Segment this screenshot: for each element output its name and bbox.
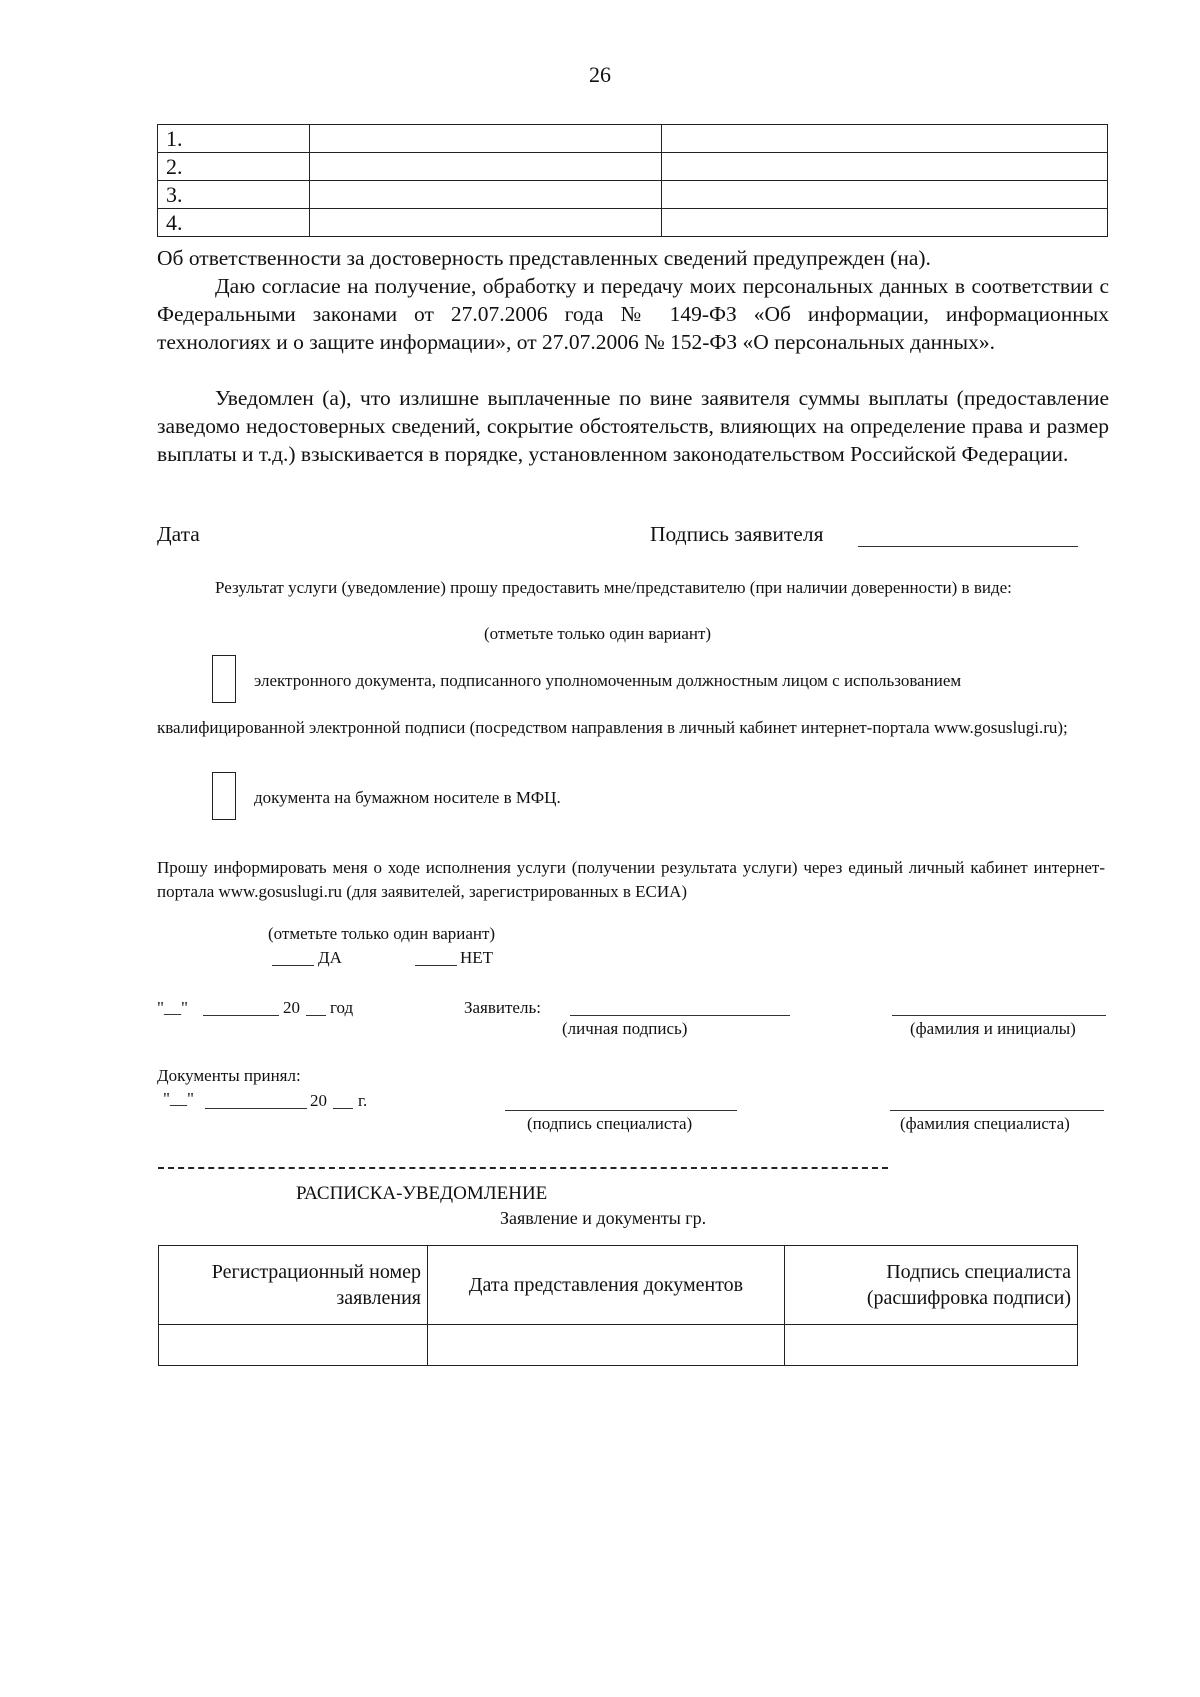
- choose-one-hint: (отметьте только один вариант): [484, 624, 712, 643]
- option-electronic-label: электронного документа, подписанного уполномоченным должностным лицом с использованием: [254, 671, 962, 690]
- yes-option: ДА: [318, 948, 342, 967]
- receipt-subtitle: Заявление и документы гр.: [500, 1208, 707, 1228]
- date-month-line[interactable]: [203, 1014, 279, 1016]
- option-electronic-continuation: квалифицированной электронной подписи (посредством направления в личный кабинет интернет-портала www.gosuslugi.ru);: [157, 718, 1068, 737]
- notice-paragraph: Уведомлен (а), что излишне выплаченные по вине заявителя суммы выплаты (предоставление заведомо недостоверных сведений, сокрытие обстоятельств, влияющих на определение права и размер выплаты и т.д.) взыскивается в порядке, установленном законодательством Российской Федерации.: [157, 386, 1109, 466]
- electronic-document-checkbox[interactable]: [212, 655, 236, 703]
- result-intro: Результат услуги (уведомление) прошу предоставить мне/представителю (при наличии доверенности) в виде:: [215, 578, 1012, 597]
- applicant-signature-label: Подпись заявителя: [650, 522, 824, 546]
- table-row: [159, 1325, 1078, 1366]
- docs-received-label: Документы принял:: [157, 1066, 301, 1085]
- received-year-short: г.: [358, 1091, 368, 1110]
- header-specialist-signature: Подпись специалиста (расшифровка подписи): [785, 1246, 1078, 1325]
- table-cell[interactable]: [662, 125, 1108, 153]
- table-row: [158, 125, 1108, 153]
- specialist-surname-line[interactable]: [890, 1109, 1104, 1111]
- receipt-table: [158, 1245, 1078, 1366]
- top-table: [157, 124, 1108, 237]
- cut-line: [158, 1167, 888, 1169]
- surname-initials-caption: (фамилия и инициалы): [910, 1019, 1076, 1038]
- specialist-surname-caption: (фамилия специалиста): [900, 1114, 1070, 1133]
- row-number: 4.: [158, 209, 310, 237]
- table-row: [158, 181, 1108, 209]
- liability-statement: Об ответственности за достоверность представленных сведений предупрежден (на).: [157, 246, 931, 270]
- receipt-title: РАСПИСКА-УВЕДОМЛЕНИЕ: [296, 1183, 548, 1204]
- table-cell[interactable]: [310, 125, 662, 153]
- applicant-label: Заявитель:: [464, 998, 541, 1017]
- year-word: год: [330, 998, 354, 1017]
- table-cell[interactable]: [159, 1325, 428, 1366]
- specialist-signature-line[interactable]: [505, 1109, 737, 1111]
- received-month-line[interactable]: [205, 1107, 307, 1109]
- table-cell[interactable]: [662, 209, 1108, 237]
- received-day-quote: "__": [163, 1089, 194, 1108]
- table-row: [158, 153, 1108, 181]
- table-cell[interactable]: [310, 209, 662, 237]
- year-line[interactable]: [306, 1014, 326, 1016]
- specialist-signature-caption: (подпись специалиста): [527, 1114, 693, 1133]
- table-cell[interactable]: [662, 181, 1108, 209]
- table-cell[interactable]: [310, 181, 662, 209]
- inform-request: Прошу информировать меня о ходе исполнения услуги (получении результата услуги) через единый личный кабинет интернет-портала www.gosuslugi.ru (для заявителей, зарегистрированных в ЕСИА): [157, 858, 1105, 901]
- table-row: [158, 209, 1108, 237]
- applicant-surname-line[interactable]: [892, 1014, 1106, 1016]
- year-prefix: 20: [283, 998, 300, 1017]
- row-number: 1.: [158, 125, 310, 153]
- choose-one-hint-2: (отметьте только один вариант): [268, 924, 496, 943]
- table-cell[interactable]: [428, 1325, 785, 1366]
- no-option: НЕТ: [460, 948, 494, 967]
- applicant-personal-signature-line[interactable]: [570, 1014, 790, 1016]
- table-header-row: [159, 1246, 1078, 1325]
- date-day-quote: "__": [157, 998, 188, 1017]
- table-cell[interactable]: [662, 153, 1108, 181]
- no-mark-line[interactable]: [415, 964, 457, 966]
- option-paper-label: документа на бумажном носителе в МФЦ.: [254, 788, 561, 807]
- paper-document-checkbox[interactable]: [212, 772, 236, 820]
- page-number: 26: [589, 62, 611, 87]
- applicant-signature-line[interactable]: [858, 545, 1078, 547]
- yes-mark-line[interactable]: [272, 964, 314, 966]
- date-label: Дата: [157, 522, 200, 546]
- personal-signature-caption: (личная подпись): [562, 1019, 688, 1038]
- table-cell[interactable]: [310, 153, 662, 181]
- received-year-line[interactable]: [333, 1107, 353, 1109]
- consent-paragraph: Даю согласие на получение, обработку и передачу моих персональных данных в соответствии с Федеральными законами от 27.07.2006 года № 149-ФЗ «Об информации, информационных технологиях и о защите информации», от 27.07.2006 № 152-ФЗ «О персональных данных».: [157, 274, 1109, 354]
- row-number: 2.: [158, 153, 310, 181]
- header-submission-date: Дата представления документов: [428, 1246, 785, 1325]
- received-year-prefix: 20: [310, 1091, 327, 1110]
- header-registration-number: Регистрационный номер заявления: [159, 1246, 428, 1325]
- table-cell[interactable]: [785, 1325, 1078, 1366]
- row-number: 3.: [158, 181, 310, 209]
